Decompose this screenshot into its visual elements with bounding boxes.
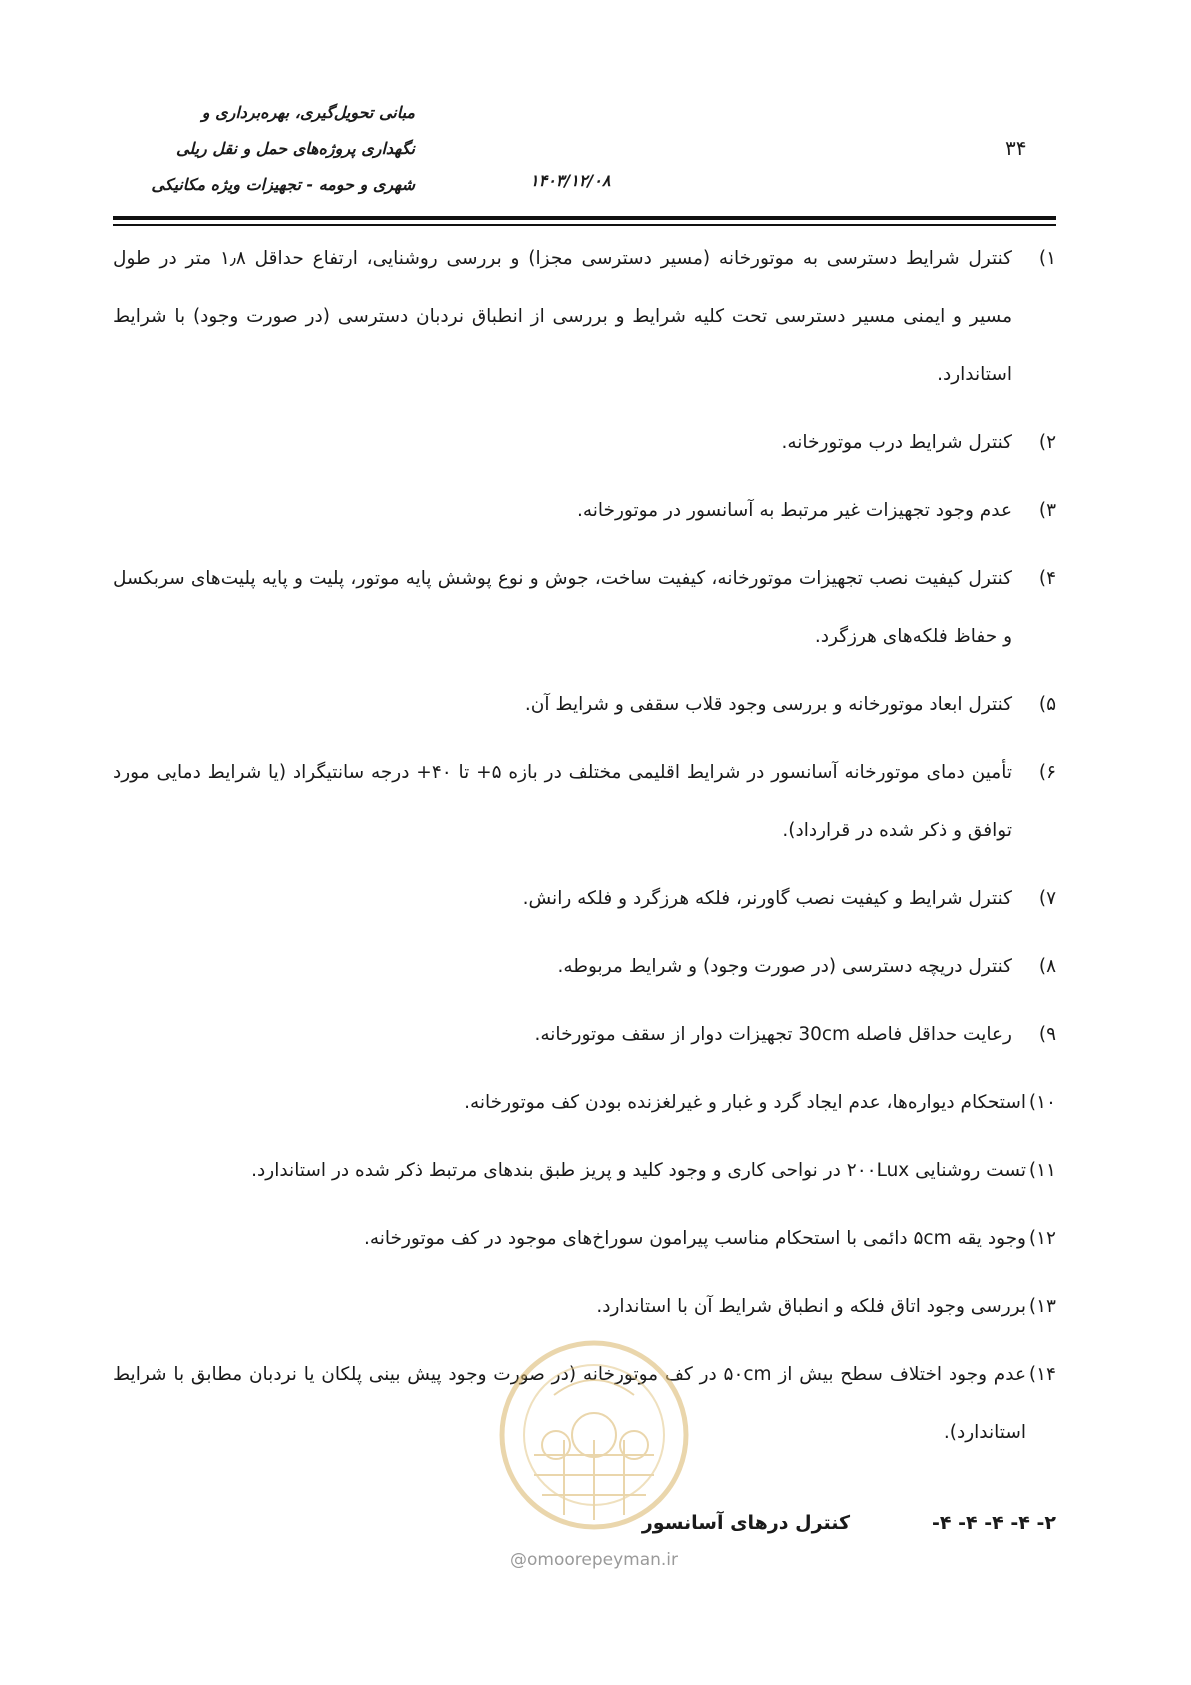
item-number: ۱) [1038, 248, 1056, 269]
list-item [113, 1074, 1056, 1132]
item-text: کنترل شرایط درب موتورخانه. [781, 432, 1012, 453]
list-item [113, 1142, 1056, 1200]
item-number: ۲) [1038, 432, 1056, 453]
item-text: رعایت حداقل فاصله 30cm تجهیزات دوار از سقف موتورخانه. [534, 1024, 1012, 1045]
section-title: کنترل درهای آسانسور [641, 1512, 850, 1534]
item-number: ۵) [1038, 694, 1056, 715]
page-number: ۳۴ [1005, 136, 1027, 160]
item-number: ۹) [1038, 1024, 1056, 1045]
list-item [113, 482, 1056, 540]
header-rule-thin [113, 224, 1056, 226]
list-item [113, 1210, 1056, 1268]
header-line-2: نگهداری پروژه‌های حمل و نقل ریلی [175, 139, 415, 158]
list-item [113, 938, 1056, 996]
item-text: کنترل کیفیت نصب تجهیزات موتورخانه، کیفیت ساخت، جوش و نوع پوشش پایه موتور، پلیت و پایه پلیت‌های سربکسل و حفاظ فلکه‌های هرزگرد. [113, 568, 1012, 647]
section-heading [113, 1512, 1056, 1534]
item-number: ۱۰) [1028, 1092, 1056, 1113]
list-item [113, 1006, 1056, 1064]
list-item [113, 550, 1056, 666]
header-line-1: مبانی تحویل‌گیری، بهره‌برداری و [201, 103, 415, 122]
item-text: کنترل دریچه دسترسی (در صورت وجود) و شرایط مربوطه. [557, 956, 1012, 977]
list-item [113, 744, 1056, 860]
list-item [113, 1278, 1056, 1336]
checklist [113, 230, 1056, 1472]
list-item [113, 230, 1056, 404]
item-number: ۸) [1038, 956, 1056, 977]
item-text: وجود یقه ۵cm دائمی با استحکام مناسب پیرامون سوراخ‌های موجود در کف موتورخانه. [363, 1228, 1026, 1249]
list-item [113, 870, 1056, 928]
item-text: کنترل شرایط و کیفیت نصب گاورنر، فلکه هرزگرد و فلکه رانش. [522, 888, 1012, 909]
item-number: ۷) [1038, 888, 1056, 909]
item-number: ۳) [1038, 500, 1056, 521]
header-date: ۱۴۰۳/۱۲/۰۸ [530, 171, 611, 190]
item-number: ۴) [1038, 568, 1056, 589]
item-text: بررسی وجود اتاق فلکه و انطباق شرایط آن با استاندارد. [596, 1296, 1026, 1317]
item-text: استحکام دیواره‌ها، عدم ایجاد گرد و غبار و غیرلغزنده بودن کف موتورخانه. [464, 1092, 1026, 1113]
item-number: ۱۱) [1028, 1160, 1056, 1181]
section-number: ۲- ۴- ۴- ۴- ۴- [932, 1512, 1056, 1534]
list-item [113, 414, 1056, 472]
item-number: ۱۴) [1028, 1364, 1056, 1385]
header-rule-thick [113, 216, 1056, 220]
item-text: کنترل ابعاد موتورخانه و بررسی وجود قلاب سقفی و شرایط آن. [524, 694, 1012, 715]
item-text: عدم وجود اختلاف سطح بیش از ۵۰cm در کف موتورخانه (در صورت وجود پیش بینی پلکان یا نردبان مطابق با شرایط استاندارد). [113, 1364, 1026, 1443]
item-text: تأمین دمای موتورخانه آسانسور در شرایط اقلیمی مختلف در بازه ۵+ تا ۴۰+ درجه سانتیگراد (یا شرایط دمایی مورد توافق و ذکر شده در قرارداد). [113, 762, 1012, 841]
item-number: ۶) [1038, 762, 1056, 783]
list-item [113, 676, 1056, 734]
item-text: تست روشنایی ۲۰۰Lux در نواحی کاری و وجود کلید و پریز طبق بندهای مرتبط ذکر شده در استاندارد. [251, 1160, 1026, 1181]
item-text: کنترل شرایط دسترسی به موتورخانه (مسیر دسترسی مجزا) و بررسی روشنایی، ارتفاع حداقل ۱٫۸ متر در طول مسیر و ایمنی مسیر دسترسی تحت کلیه شرایط و بررسی از انطباق نردبان دسترسی (در صورت وجود) با شرایط استاندارد. [113, 248, 1012, 385]
item-number: ۱۲) [1028, 1228, 1056, 1249]
item-number: ۱۳) [1028, 1296, 1056, 1317]
running-header [85, 95, 415, 203]
watermark-site-text: @omoorepeyman.ir [510, 1550, 679, 1570]
header-line-3: شهری و حومه - تجهیزات ویژه مکانیکی [151, 175, 415, 194]
item-text: عدم وجود تجهیزات غیر مرتبط به آسانسور در موتورخانه. [576, 500, 1012, 521]
